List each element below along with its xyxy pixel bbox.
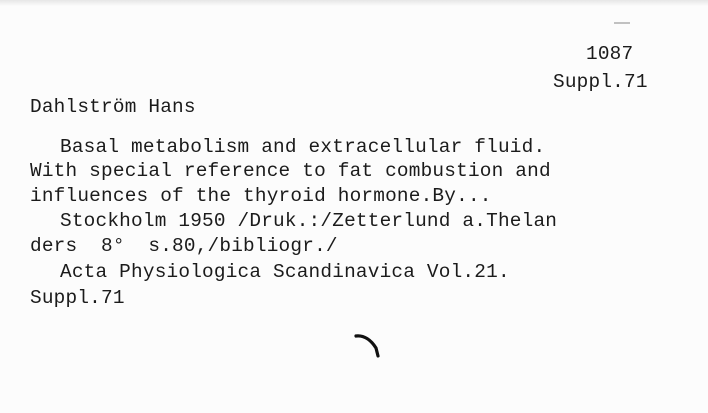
series-line: Acta Physiologica Scandinavica Vol.21. [60,261,510,283]
call-number: 1087 [586,43,634,65]
imprint-line-2: ders 8° s.80,/bibliogr./ [30,235,338,257]
series-number: Suppl.71 [30,287,125,309]
shelf-mark: Suppl.71 [553,71,648,93]
title-line-2: With special reference to fat combustion and [30,160,551,182]
ink-speck [614,22,630,24]
card-top-edge [0,0,708,6]
title-line-3: influences of the thyroid hormone.By... [30,185,492,207]
title-line-1: Basal metabolism and extracellular fluid. [60,136,546,158]
author-heading: Dahlström Hans [30,96,196,118]
imprint-line-1: Stockholm 1950 /Druk.:/Zetterlund a.Thelan [60,210,558,232]
pen-mark-icon [354,332,384,358]
